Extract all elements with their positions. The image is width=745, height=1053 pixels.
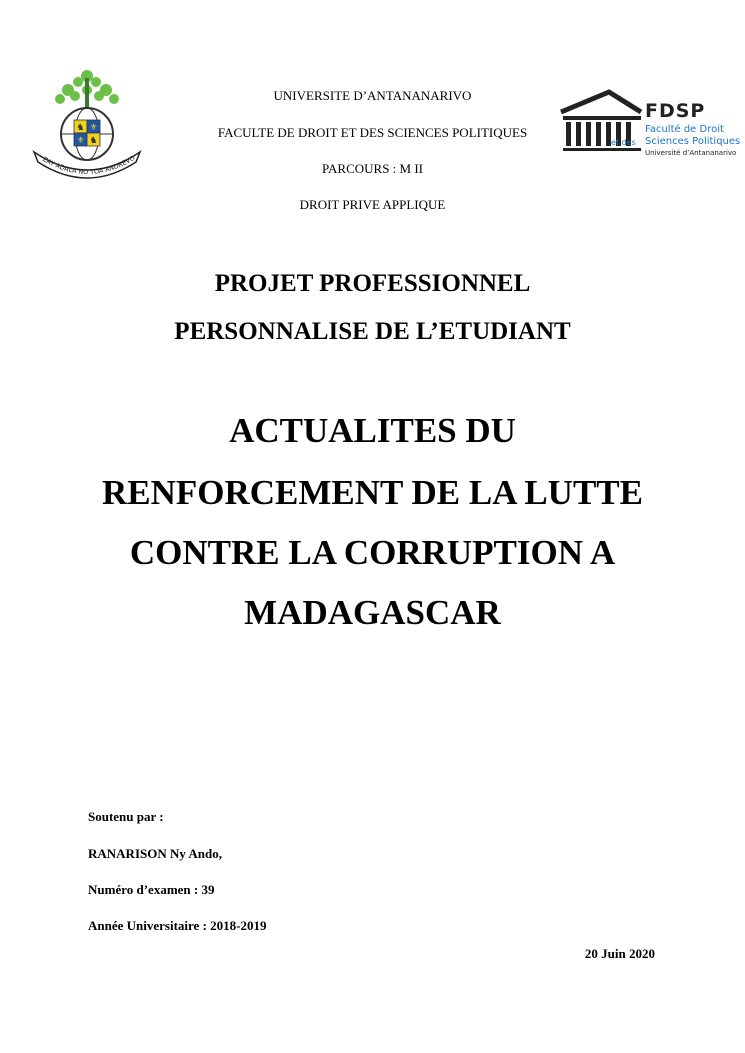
title-line-2: RENFORCEMENT DE LA LUTTE xyxy=(102,473,643,512)
parcours: PARCOURS : M II xyxy=(321,161,424,176)
fdsp-line2-prefix: et des xyxy=(611,138,636,147)
fdsp-line1: Faculté de Droit xyxy=(645,124,724,135)
defense-date: 20 Juin 2020 xyxy=(584,946,655,961)
svg-text:⚜: ⚜ xyxy=(89,122,98,132)
svg-text:⚜: ⚜ xyxy=(76,135,85,145)
svg-text:♞: ♞ xyxy=(76,122,85,132)
title-line-4: MADAGASCAR xyxy=(244,593,501,632)
fdsp-logo xyxy=(557,88,742,160)
fdsp-line3: Université d’Antananarivo xyxy=(645,149,737,157)
project-line-1: PROJET PROFESSIONNEL xyxy=(214,270,531,297)
title-line-1: ACTUALITES DU xyxy=(229,411,516,450)
seal-motto: ZAY ADALA NO TOA ANDREVO xyxy=(41,154,137,177)
student-name: RANARISON Ny Ando, xyxy=(88,846,222,861)
fdsp-line2: Sciences Politiques xyxy=(645,136,741,147)
project-line-2: PERSONNALISE DE L’ETUDIANT xyxy=(174,318,571,345)
exam-number: Numéro d’examen : 39 xyxy=(88,882,215,897)
fdsp-acronym: FDSP xyxy=(645,100,706,122)
svg-text:♞: ♞ xyxy=(89,135,98,145)
defended-by-label: Soutenu par : xyxy=(88,809,164,824)
specialty: DROIT PRIVE APPLIQUE xyxy=(299,197,446,212)
faculty-name: FACULTE DE DROIT ET DES SCIENCES POLITIQUES xyxy=(217,125,528,140)
university-name: UNIVERSITE D’ANTANANARIVO xyxy=(273,88,472,103)
academic-year: Année Universitaire : 2018-2019 xyxy=(88,918,267,933)
title-line-3: CONTRE LA CORRUPTION A xyxy=(129,533,616,572)
fdsp-building-icon xyxy=(557,88,645,158)
